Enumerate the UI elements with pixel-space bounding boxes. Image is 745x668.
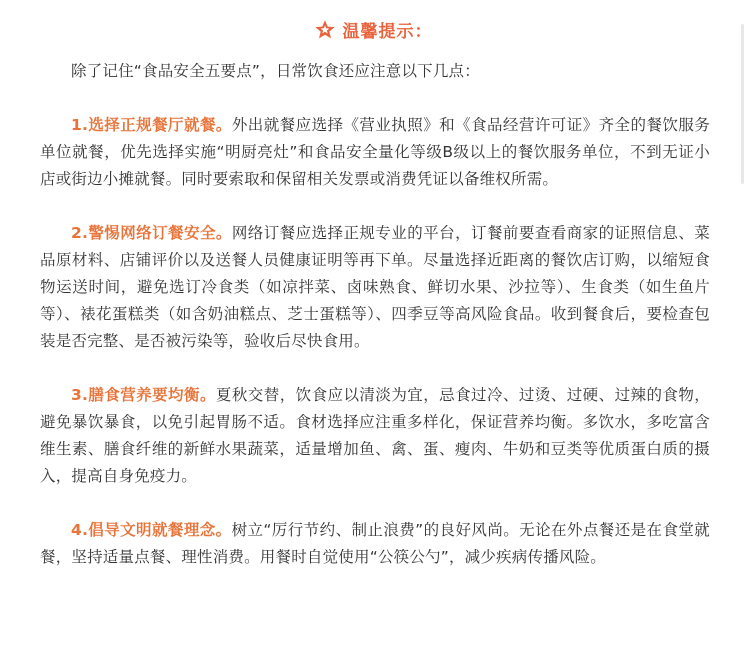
tip-body-1: 外出就餐应选择《营业执照》和《食品经营许可证》齐全的餐饮服务单位就餐，优先选择实施“明厨亮灶”和食品安全量化等级B级以上的餐饮服务单位，不到无证小店或街边小摊就餐。同时要索取和保留相关发票或消费凭证以备维权所需。 [40,116,710,188]
star-icon [313,18,337,42]
intro-paragraph: 除了记住“食品安全五要点”，日常饮食还应注意以下几点： [71,62,480,80]
tips-header-inner [313,17,433,43]
tips-title-label: 温馨提示： [342,22,433,42]
tips-title [343,17,433,43]
scrollbar[interactable] [740,0,745,668]
tip-heading-2: 2.警惕网络订餐安全。 [71,224,232,242]
tip-heading-1: 1.选择正规餐厅就餐。 [71,116,232,134]
tip-item-2 [40,220,710,355]
tip-body-3: 夏秋交替，饮食应以清淡为宜，忌食过冷、过烫、过硬、过辣的食物，避免暴饮暴食，以免引起胃肠不适。食材选择应注重多样化，保证营养均衡。多饮水，多吃富含维生素、膳食纤维的新鲜水果蔬菜，适量增加鱼、禽、蛋、瘦肉、牛奶和豆类等优质蛋白质的摄入，提高自身免疫力。 [40,386,711,485]
tip-body-2: 网络订餐应选择正规专业的平台，订餐前要查看商家的证照信息、菜品原材料、店铺评价以及送餐人员健康证明等再下单。尽量选择近距离的餐饮店订购，以缩短食物运送时间，避免选订冷食类（如凉拌菜、卤味熟食、鲜切水果、沙拉等）、生食类（如生鱼片等）、裱花蛋糕类（如含奶油糕点、芝士蛋糕等）、四季豆等高风险食品。收到餐食后，要检查包装是否完整、是否被污染等，验收后尽快食用。 [40,224,710,350]
tip-body-4: 树立“厉行节约、制止浪费”的良好风尚。无论在外点餐还是在食堂就餐，坚持适量点餐、理性消费。用餐时自觉使用“公筷公勺”，减少疾病传播风险。 [40,521,711,566]
article-content [40,58,710,598]
tip-item-4 [40,517,710,571]
tip-heading-4: 4.倡导文明就餐理念。 [71,521,232,539]
tip-item-1 [40,112,710,193]
tip-item-3 [40,382,710,490]
tips-header [0,14,745,46]
scrollbar-thumb[interactable] [741,24,744,184]
tip-heading-3: 3.膳食营养要均衡。 [71,386,216,404]
